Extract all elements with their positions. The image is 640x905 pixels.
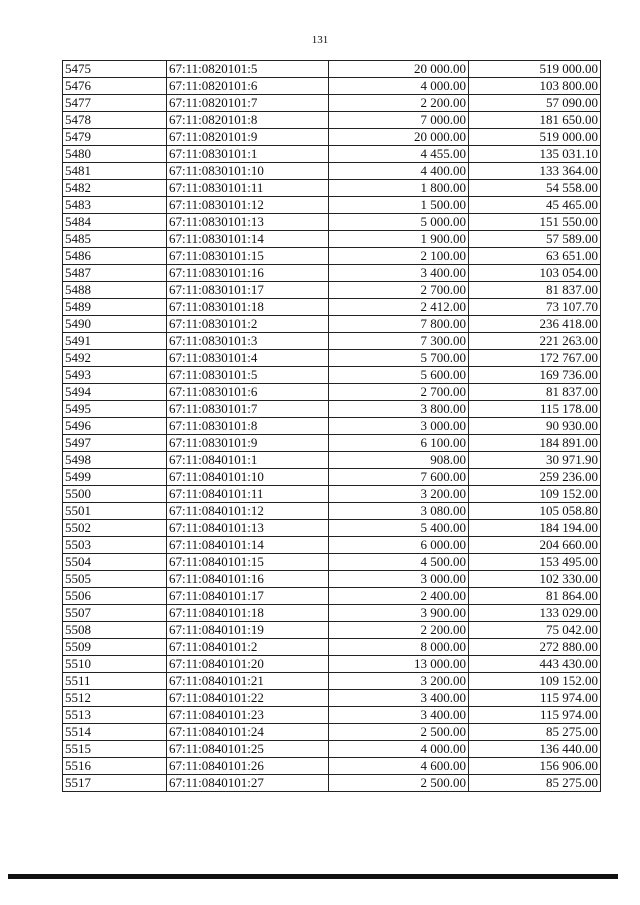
- value-cell: 221 263.00: [469, 333, 601, 350]
- area-cell: 7 600.00: [329, 469, 469, 486]
- cadastral-number-cell: 67:11:0830101:17: [167, 282, 329, 299]
- area-cell: 3 800.00: [329, 401, 469, 418]
- row-number-cell: 5493: [63, 367, 167, 384]
- value-cell: 85 275.00: [469, 724, 601, 741]
- area-cell: 7 300.00: [329, 333, 469, 350]
- row-number-cell: 5482: [63, 180, 167, 197]
- value-cell: 103 800.00: [469, 78, 601, 95]
- value-cell: 30 971.90: [469, 452, 601, 469]
- table-row: [63, 741, 601, 758]
- table-row: [63, 469, 601, 486]
- cadastral-number-cell: 67:11:0820101:9: [167, 129, 329, 146]
- cadastral-number-cell: 67:11:0830101:3: [167, 333, 329, 350]
- value-cell: 102 330.00: [469, 571, 601, 588]
- table-row: [63, 537, 601, 554]
- area-cell: 908.00: [329, 452, 469, 469]
- cadastral-number-cell: 67:11:0840101:17: [167, 588, 329, 605]
- row-number-cell: 5512: [63, 690, 167, 707]
- row-number-cell: 5515: [63, 741, 167, 758]
- table-row: [63, 163, 601, 180]
- table-row: [63, 146, 601, 163]
- value-cell: 109 152.00: [469, 673, 601, 690]
- area-cell: 1 800.00: [329, 180, 469, 197]
- value-cell: 172 767.00: [469, 350, 601, 367]
- cadastral-number-cell: 67:11:0830101:12: [167, 197, 329, 214]
- table-row: [63, 690, 601, 707]
- area-cell: 2 500.00: [329, 724, 469, 741]
- value-cell: 204 660.00: [469, 537, 601, 554]
- table-row: [63, 554, 601, 571]
- value-cell: 136 440.00: [469, 741, 601, 758]
- table-row: [63, 707, 601, 724]
- area-cell: 8 000.00: [329, 639, 469, 656]
- table-row: [63, 299, 601, 316]
- value-cell: 519 000.00: [469, 129, 601, 146]
- row-number-cell: 5488: [63, 282, 167, 299]
- value-cell: 45 465.00: [469, 197, 601, 214]
- cadastral-number-cell: 67:11:0840101:1: [167, 452, 329, 469]
- cadastral-number-cell: 67:11:0830101:8: [167, 418, 329, 435]
- table-row: [63, 503, 601, 520]
- area-cell: 6 000.00: [329, 537, 469, 554]
- cadastral-number-cell: 67:11:0840101:11: [167, 486, 329, 503]
- table-row: [63, 639, 601, 656]
- value-cell: 75 042.00: [469, 622, 601, 639]
- cadastral-number-cell: 67:11:0840101:10: [167, 469, 329, 486]
- table-row: [63, 656, 601, 673]
- cadastral-number-cell: 67:11:0840101:16: [167, 571, 329, 588]
- area-cell: 2 500.00: [329, 775, 469, 792]
- table-row: [63, 605, 601, 622]
- cadastral-table-container: [62, 60, 600, 792]
- value-cell: 90 930.00: [469, 418, 601, 435]
- table-row: [63, 435, 601, 452]
- area-cell: 2 200.00: [329, 622, 469, 639]
- table-row: [63, 588, 601, 605]
- row-number-cell: 5485: [63, 231, 167, 248]
- row-number-cell: 5495: [63, 401, 167, 418]
- row-number-cell: 5510: [63, 656, 167, 673]
- table-row: [63, 520, 601, 537]
- cadastral-number-cell: 67:11:0830101:1: [167, 146, 329, 163]
- area-cell: 3 400.00: [329, 707, 469, 724]
- cadastral-number-cell: 67:11:0830101:16: [167, 265, 329, 282]
- table-row: [63, 384, 601, 401]
- area-cell: 20 000.00: [329, 129, 469, 146]
- table-row: [63, 214, 601, 231]
- cadastral-number-cell: 67:11:0840101:12: [167, 503, 329, 520]
- table-row: [63, 61, 601, 78]
- cadastral-number-cell: 67:11:0840101:26: [167, 758, 329, 775]
- row-number-cell: 5501: [63, 503, 167, 520]
- row-number-cell: 5478: [63, 112, 167, 129]
- row-number-cell: 5509: [63, 639, 167, 656]
- row-number-cell: 5489: [63, 299, 167, 316]
- value-cell: 85 275.00: [469, 775, 601, 792]
- area-cell: 3 080.00: [329, 503, 469, 520]
- row-number-cell: 5475: [63, 61, 167, 78]
- area-cell: 2 100.00: [329, 248, 469, 265]
- value-cell: 519 000.00: [469, 61, 601, 78]
- table-row: [63, 367, 601, 384]
- table-row: [63, 333, 601, 350]
- value-cell: 259 236.00: [469, 469, 601, 486]
- row-number-cell: 5479: [63, 129, 167, 146]
- row-number-cell: 5477: [63, 95, 167, 112]
- table-row: [63, 673, 601, 690]
- table-row: [63, 265, 601, 282]
- value-cell: 169 736.00: [469, 367, 601, 384]
- area-cell: 3 000.00: [329, 418, 469, 435]
- value-cell: 57 090.00: [469, 95, 601, 112]
- area-cell: 3 200.00: [329, 486, 469, 503]
- row-number-cell: 5516: [63, 758, 167, 775]
- cadastral-number-cell: 67:11:0820101:7: [167, 95, 329, 112]
- cadastral-number-cell: 67:11:0840101:2: [167, 639, 329, 656]
- table-row: [63, 112, 601, 129]
- value-cell: 73 107.70: [469, 299, 601, 316]
- value-cell: 184 891.00: [469, 435, 601, 452]
- area-cell: 1 500.00: [329, 197, 469, 214]
- page-number: 131: [311, 34, 329, 46]
- value-cell: 81 837.00: [469, 282, 601, 299]
- table-row: [63, 95, 601, 112]
- value-cell: 443 430.00: [469, 656, 601, 673]
- value-cell: 103 054.00: [469, 265, 601, 282]
- value-cell: 184 194.00: [469, 520, 601, 537]
- row-number-cell: 5511: [63, 673, 167, 690]
- cadastral-number-cell: 67:11:0830101:11: [167, 180, 329, 197]
- cadastral-number-cell: 67:11:0840101:22: [167, 690, 329, 707]
- value-cell: 156 906.00: [469, 758, 601, 775]
- row-number-cell: 5494: [63, 384, 167, 401]
- cadastral-number-cell: 67:11:0830101:15: [167, 248, 329, 265]
- value-cell: 135 031.10: [469, 146, 601, 163]
- area-cell: 3 900.00: [329, 605, 469, 622]
- row-number-cell: 5499: [63, 469, 167, 486]
- value-cell: 133 364.00: [469, 163, 601, 180]
- row-number-cell: 5504: [63, 554, 167, 571]
- area-cell: 7 800.00: [329, 316, 469, 333]
- cadastral-number-cell: 67:11:0840101:25: [167, 741, 329, 758]
- value-cell: 272 880.00: [469, 639, 601, 656]
- table-row: [63, 350, 601, 367]
- table-row: [63, 180, 601, 197]
- row-number-cell: 5480: [63, 146, 167, 163]
- area-cell: 13 000.00: [329, 656, 469, 673]
- row-number-cell: 5497: [63, 435, 167, 452]
- row-number-cell: 5490: [63, 316, 167, 333]
- value-cell: 81 864.00: [469, 588, 601, 605]
- area-cell: 4 500.00: [329, 554, 469, 571]
- value-cell: 181 650.00: [469, 112, 601, 129]
- row-number-cell: 5517: [63, 775, 167, 792]
- table-row: [63, 129, 601, 146]
- row-number-cell: 5476: [63, 78, 167, 95]
- row-number-cell: 5514: [63, 724, 167, 741]
- value-cell: 57 589.00: [469, 231, 601, 248]
- table-row: [63, 78, 601, 95]
- area-cell: 7 000.00: [329, 112, 469, 129]
- value-cell: 63 651.00: [469, 248, 601, 265]
- table-row: [63, 197, 601, 214]
- table-row: [63, 418, 601, 435]
- value-cell: 54 558.00: [469, 180, 601, 197]
- area-cell: 6 100.00: [329, 435, 469, 452]
- value-cell: 81 837.00: [469, 384, 601, 401]
- cadastral-number-cell: 67:11:0830101:6: [167, 384, 329, 401]
- area-cell: 2 412.00: [329, 299, 469, 316]
- area-cell: 5 600.00: [329, 367, 469, 384]
- area-cell: 4 455.00: [329, 146, 469, 163]
- cadastral-number-cell: 67:11:0830101:18: [167, 299, 329, 316]
- table-row: [63, 282, 601, 299]
- row-number-cell: 5492: [63, 350, 167, 367]
- row-number-cell: 5502: [63, 520, 167, 537]
- bottom-rule: [8, 874, 618, 879]
- cadastral-number-cell: 67:11:0820101:6: [167, 78, 329, 95]
- area-cell: 5 000.00: [329, 214, 469, 231]
- value-cell: 133 029.00: [469, 605, 601, 622]
- area-cell: 5 400.00: [329, 520, 469, 537]
- table-row: [63, 231, 601, 248]
- table-row: [63, 775, 601, 792]
- table-row: [63, 758, 601, 775]
- table-row: [63, 401, 601, 418]
- table-row: [63, 571, 601, 588]
- value-cell: 115 974.00: [469, 690, 601, 707]
- cadastral-number-cell: 67:11:0840101:27: [167, 775, 329, 792]
- cadastral-number-cell: 67:11:0840101:19: [167, 622, 329, 639]
- area-cell: 4 000.00: [329, 741, 469, 758]
- cadastral-number-cell: 67:11:0830101:2: [167, 316, 329, 333]
- row-number-cell: 5491: [63, 333, 167, 350]
- area-cell: 2 700.00: [329, 384, 469, 401]
- area-cell: 3 400.00: [329, 690, 469, 707]
- cadastral-number-cell: 67:11:0830101:9: [167, 435, 329, 452]
- area-cell: 2 200.00: [329, 95, 469, 112]
- area-cell: 3 000.00: [329, 571, 469, 588]
- cadastral-number-cell: 67:11:0830101:7: [167, 401, 329, 418]
- value-cell: 115 178.00: [469, 401, 601, 418]
- cadastral-number-cell: 67:11:0830101:5: [167, 367, 329, 384]
- area-cell: 4 400.00: [329, 163, 469, 180]
- row-number-cell: 5513: [63, 707, 167, 724]
- row-number-cell: 5498: [63, 452, 167, 469]
- cadastral-number-cell: 67:11:0820101:8: [167, 112, 329, 129]
- area-cell: 3 400.00: [329, 265, 469, 282]
- area-cell: 2 700.00: [329, 282, 469, 299]
- table-row: [63, 724, 601, 741]
- row-number-cell: 5506: [63, 588, 167, 605]
- row-number-cell: 5486: [63, 248, 167, 265]
- area-cell: 4 600.00: [329, 758, 469, 775]
- cadastral-number-cell: 67:11:0840101:15: [167, 554, 329, 571]
- row-number-cell: 5484: [63, 214, 167, 231]
- value-cell: 151 550.00: [469, 214, 601, 231]
- value-cell: 153 495.00: [469, 554, 601, 571]
- table-row: [63, 316, 601, 333]
- row-number-cell: 5505: [63, 571, 167, 588]
- cadastral-number-cell: 67:11:0840101:21: [167, 673, 329, 690]
- cadastral-number-cell: 67:11:0820101:5: [167, 61, 329, 78]
- row-number-cell: 5508: [63, 622, 167, 639]
- area-cell: 1 900.00: [329, 231, 469, 248]
- table-row: [63, 452, 601, 469]
- area-cell: 20 000.00: [329, 61, 469, 78]
- area-cell: 5 700.00: [329, 350, 469, 367]
- value-cell: 236 418.00: [469, 316, 601, 333]
- cadastral-number-cell: 67:11:0830101:4: [167, 350, 329, 367]
- table-row: [63, 486, 601, 503]
- row-number-cell: 5483: [63, 197, 167, 214]
- table-row: [63, 248, 601, 265]
- cadastral-number-cell: 67:11:0840101:24: [167, 724, 329, 741]
- table-row: [63, 622, 601, 639]
- row-number-cell: 5507: [63, 605, 167, 622]
- row-number-cell: 5503: [63, 537, 167, 554]
- cadastral-number-cell: 67:11:0830101:14: [167, 231, 329, 248]
- cadastral-number-cell: 67:11:0840101:23: [167, 707, 329, 724]
- table-body: [63, 61, 601, 792]
- row-number-cell: 5487: [63, 265, 167, 282]
- value-cell: 109 152.00: [469, 486, 601, 503]
- cadastral-number-cell: 67:11:0830101:13: [167, 214, 329, 231]
- cadastral-table: [62, 60, 601, 792]
- cadastral-number-cell: 67:11:0840101:14: [167, 537, 329, 554]
- row-number-cell: 5481: [63, 163, 167, 180]
- cadastral-number-cell: 67:11:0830101:10: [167, 163, 329, 180]
- cadastral-number-cell: 67:11:0840101:18: [167, 605, 329, 622]
- row-number-cell: 5496: [63, 418, 167, 435]
- cadastral-number-cell: 67:11:0840101:13: [167, 520, 329, 537]
- cadastral-number-cell: 67:11:0840101:20: [167, 656, 329, 673]
- value-cell: 105 058.80: [469, 503, 601, 520]
- area-cell: 3 200.00: [329, 673, 469, 690]
- area-cell: 4 000.00: [329, 78, 469, 95]
- value-cell: 115 974.00: [469, 707, 601, 724]
- row-number-cell: 5500: [63, 486, 167, 503]
- area-cell: 2 400.00: [329, 588, 469, 605]
